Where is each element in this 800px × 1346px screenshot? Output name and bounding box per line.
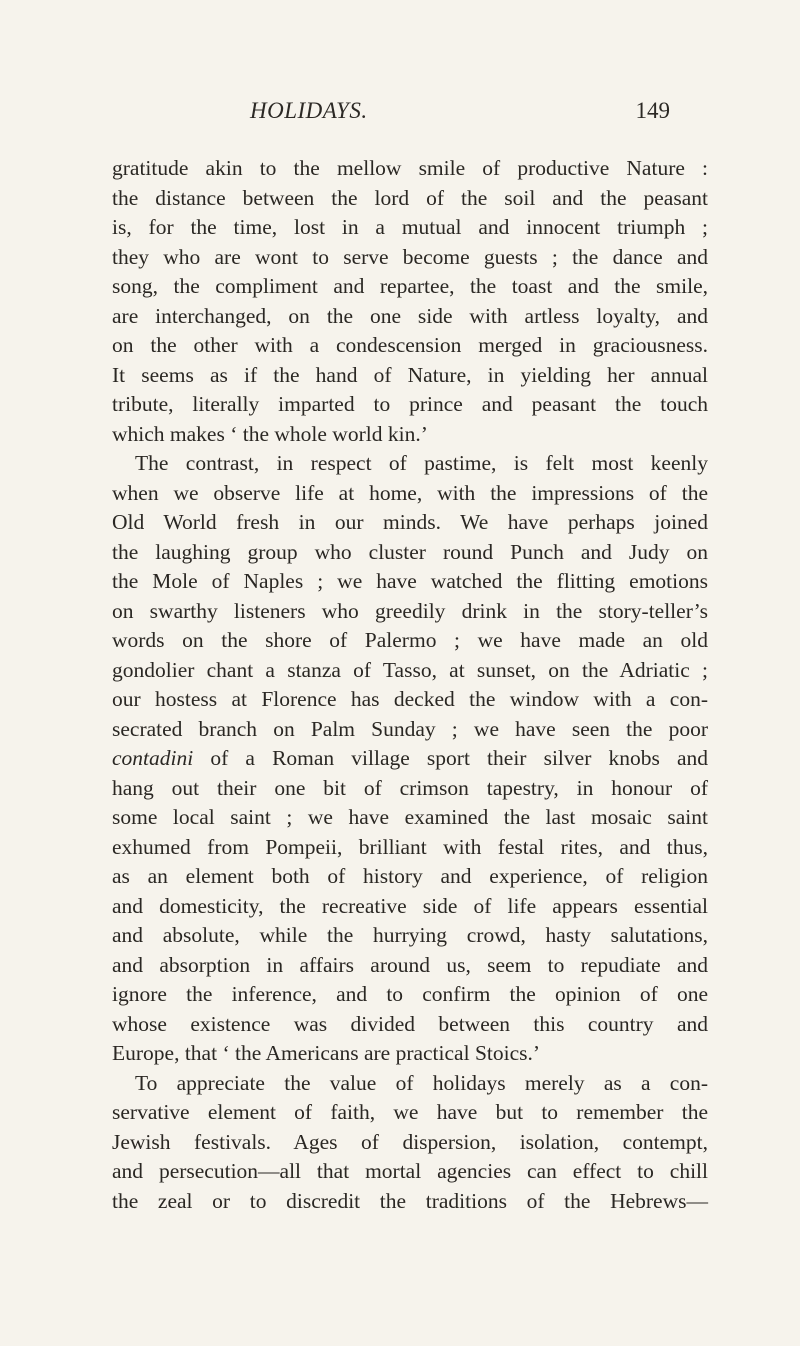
text-line: which makes ‘ the whole world kin.’ — [112, 421, 428, 446]
italic-word: contadini — [112, 746, 194, 770]
text-line: and domesticity, the recreative side of life appears essential — [112, 893, 708, 918]
text-line: gratitude akin to the mellow smile of productive Nature : — [112, 156, 708, 180]
page-number: 149 — [635, 98, 670, 123]
text-line: some local saint ; we have examined the last mosaic saint — [112, 805, 708, 829]
page-header — [250, 98, 670, 138]
text-line: the distance between the lord of the soil and the peasant — [112, 185, 708, 210]
text-line: they who are wont to serve become guests ; the dance and — [112, 244, 708, 269]
text-line: exhumed from Pompeii, brilliant with festal rites, and thus, — [112, 834, 708, 859]
text-line: words on the shore of Palermo ; we have made an old — [112, 628, 708, 652]
text-line: whose existence was divided between this country and — [112, 1011, 708, 1036]
text-line: gondolier chant a stanza of Tasso, at sunset, on the Adriatic ; — [112, 657, 708, 682]
text-line: Europe, that ‘ the Americans are practical Stoics.’ — [112, 1041, 541, 1065]
text-line: and absorption in affairs around us, seem to repudiate and — [112, 952, 708, 977]
text-line: our hostess at Florence has decked the window with a con- — [112, 687, 708, 711]
text-line: and persecution—all that mortal agencies can effect to chill — [112, 1159, 708, 1183]
paragraph-start-line: The contrast, in respect of pastime, is felt most keenly — [135, 451, 708, 475]
text-line: tribute, literally imparted to prince and peasant the touch — [112, 392, 708, 416]
text-line: the laughing group who cluster round Punch and Judy on — [112, 539, 708, 564]
text-line: It seems as if the hand of Nature, in yielding her annual — [112, 362, 708, 387]
text-line-with-italic — [112, 744, 708, 774]
text-line: as an element both of history and experience, of religion — [112, 864, 708, 888]
text-line: and absolute, while the hurrying crowd, hasty salutations, — [112, 923, 708, 947]
text-line: song, the compliment and repartee, the toast and the smile, — [112, 274, 708, 298]
text-line: on swarthy listeners who greedily drink in the story-teller’s — [112, 598, 708, 623]
text-line: is, for the time, lost in a mutual and innocent triumph ; — [112, 215, 708, 239]
text-line: the zeal or to discredit the traditions of the Hebrews— — [112, 1188, 708, 1213]
text-line: Jewish festivals. Ages of dispersion, isolation, contempt, — [112, 1129, 708, 1154]
text-line: the Mole of Naples ; we have watched the flitting emotions — [112, 569, 708, 593]
body-text — [112, 154, 708, 1216]
text-line: when we observe life at home, with the impressions of the — [112, 480, 708, 505]
text-line: secrated branch on Palm Sunday ; we have seen the poor — [112, 716, 708, 741]
text-line: hang out their one bit of crimson tapestry, in honour of — [112, 775, 708, 800]
text-line: Old World fresh in our minds. We have perhaps joined — [112, 510, 708, 534]
paragraph-start-line: To appreciate the value of holidays merely as a con- — [135, 1070, 708, 1095]
running-head: HOLIDAYS. — [250, 98, 368, 123]
text-line: ignore the inference, and to confirm the opinion of one — [112, 982, 708, 1006]
text-line: are interchanged, on the one side with artless loyalty, and — [112, 303, 708, 328]
text-line: servative element of faith, we have but to remember the — [112, 1100, 708, 1124]
text-line-rest: of a Roman village sport their silver knobs and — [210, 746, 709, 770]
text-line: on the other with a condescension merged in graciousness. — [112, 333, 708, 357]
